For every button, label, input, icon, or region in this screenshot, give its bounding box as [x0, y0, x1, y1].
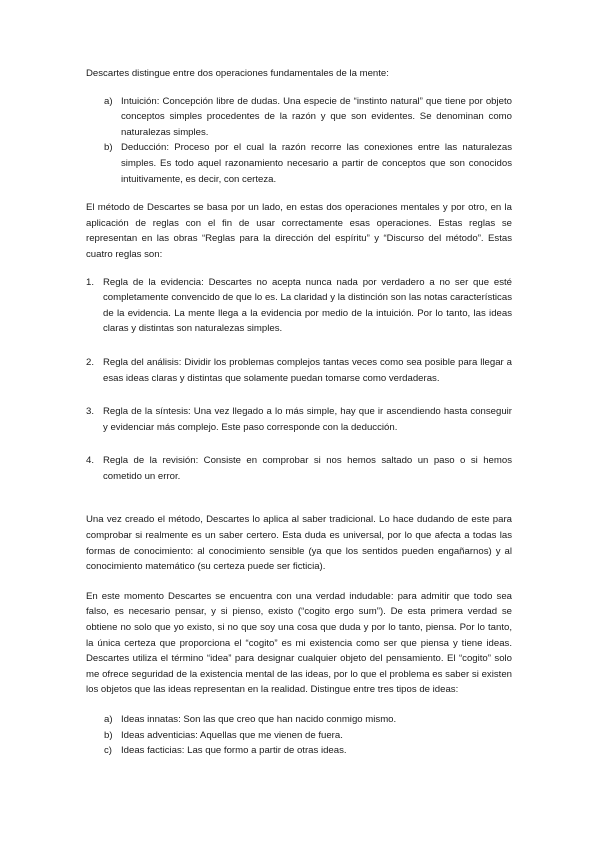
idea-types-list [86, 712, 512, 759]
list-item [86, 355, 512, 386]
list-item [104, 712, 512, 728]
list-marker: b) [104, 142, 113, 154]
list-item [104, 743, 512, 759]
list-item [86, 453, 512, 484]
list-marker: a) [104, 95, 113, 107]
doubt-paragraph: Una vez creado el método, Descartes lo aplica al saber tradicional. Lo hace dudando de este para comprobar si realmente es un saber certero. Esta duda es universal, por lo que afecta a todas las formas de conocimiento: al conocimiento sensible (ya que los sentidos pueden engañarnos) y al conocimiento matemático (su certeza puede ser ficticia). [86, 514, 512, 573]
list-marker: a) [104, 714, 113, 725]
list-item [86, 275, 512, 337]
list-item-text: Ideas innatas: Son las que creo que han nacido conmigo mismo. [121, 714, 397, 725]
list-marker: 3. [86, 406, 95, 418]
list-item-text: Regla del análisis: Dividir los problemas complejos tantas veces como sea posible para llegar a esas ideas claras y distintas que solamente puedan tomarse como verdaderas. [103, 356, 512, 384]
list-marker: b) [104, 729, 113, 741]
list-item [104, 140, 512, 187]
method-paragraph: El método de Descartes se basa por un lado, en estas dos operaciones mentales y por otro, en la aplicación de reglas con el fin de usar correctamente esas operaciones. Estas reglas se representan en las obras “Reglas para la dirección del espíritu” y “Discurso del método”. Estas cuatro reglas son: [86, 202, 512, 260]
list-item-text: Intuición: Concepción libre de dudas. Una especie de “instinto natural” que tiene por objeto conceptos simples procedentes de la razón y que son evidentes. Se denominan como naturalezas simples. [121, 95, 512, 138]
list-item-text: Regla de la revisión: Consiste en comprobar si nos hemos saltado un paso o si hemos cometido un error. [103, 455, 512, 482]
list-item-text: Regla de la evidencia: Descartes no acepta nunca nada por verdadero a no ser que esté completamente convencido de que lo es. La claridad y la distinción son las notas características de la evidencia. La mente llega a la evidencia por medio de la intuición. Por lo tanto, las ideas claras y distintas son naturalezas simples. [103, 276, 512, 335]
list-item-text: Ideas facticias: Las que formo a partir de otras ideas. [121, 745, 347, 757]
operations-list [86, 94, 512, 188]
list-item-text: Deducción: Proceso por el cual la razón recorre las conexiones entre las naturalezas simples. Es todo aquel razonamiento necesario a partir de conceptos que son conocidos intuitivamente, es decir, con certeza. [121, 142, 512, 185]
list-marker: 4. [86, 455, 95, 467]
list-item [86, 404, 512, 435]
list-marker: c) [104, 745, 112, 757]
list-item [104, 728, 512, 744]
list-item-text: Regla de la síntesis: Una vez llegado a lo más simple, hay que ir ascendiendo hasta conseguir y evidenciar más complejo. Este paso corresponde con la deducción. [103, 406, 512, 433]
intro-text: Descartes distingue entre dos operaciones fundamentales de la mente: [86, 68, 389, 79]
list-marker: 2. [86, 356, 95, 368]
rules-list [86, 275, 512, 485]
list-item [104, 94, 512, 141]
list-marker: 1. [86, 276, 95, 288]
cogito-paragraph: En este momento Descartes se encuentra con una verdad indudable: para admitir que todo sea falso, es necesario pensar, y si pienso, existo (“cogito ergo sum”). De esta primera verdad se obtiene no solo que yo existo, si no que soy una cosa que duda y por lo tanto, piensa. Por lo tanto, la única certeza que proporciona el “cogito” es mi existencia como ser que piensa y tiene ideas. Descartes utiliza el término “idea” para designar cualquier objeto del pensamiento. El “cogito” solo me ofrece seguridad de la existencia mental de las ideas, por lo que el problema es saber si existen los objetos que las ideas representan en la realidad. Distingue entre tres tipos de ideas: [86, 590, 512, 696]
list-item-text: Ideas adventicias: Aquellas que me vienen de fuera. [121, 729, 343, 741]
